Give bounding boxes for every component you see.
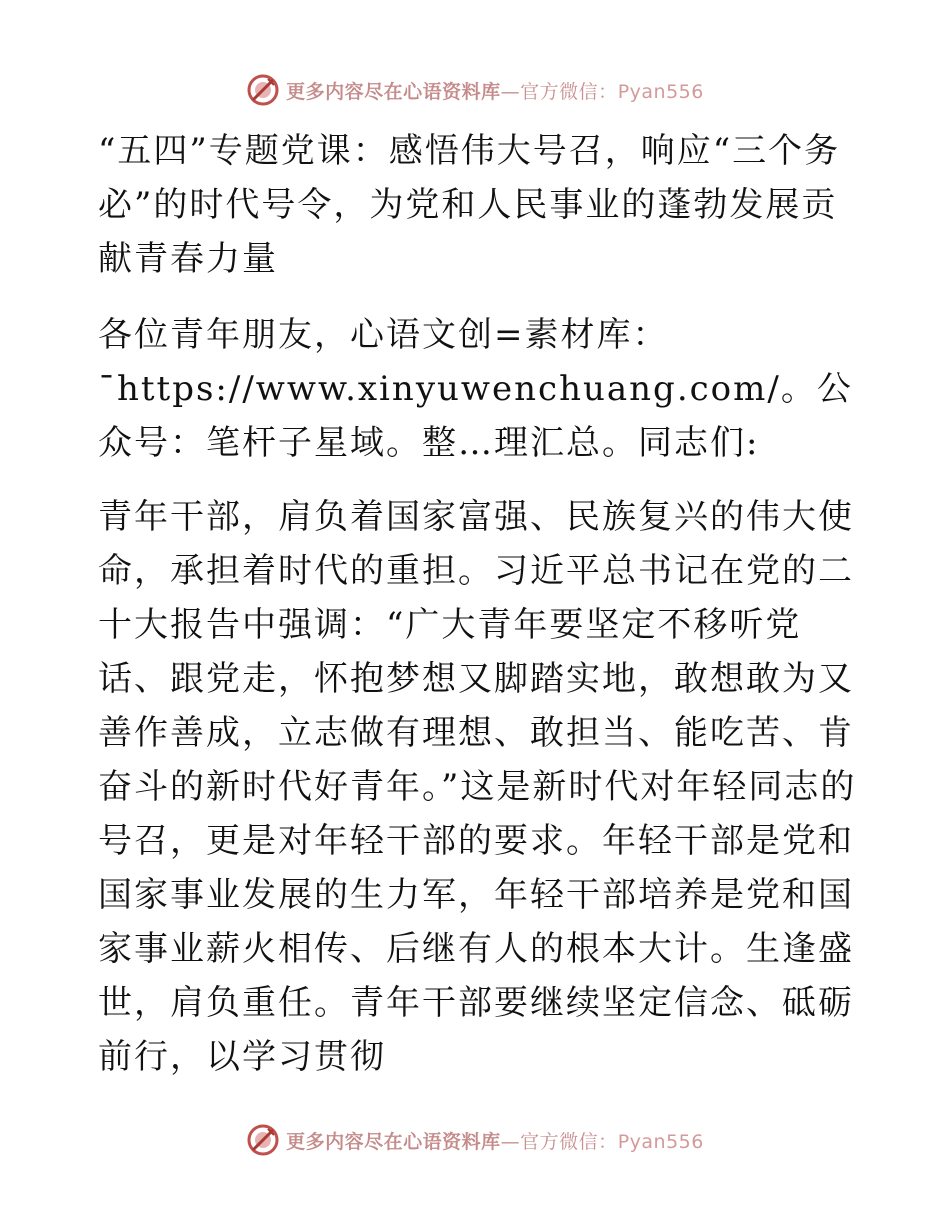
watermark-text [286,77,704,104]
paragraph-intro: 各位青年朋友，心语文创=素材库：¯https://www.xinyuwenchuang.com/。公众号：笔杆子星域。整…理汇总。同志们: [98,315,853,463]
header-watermark [0,70,950,110]
document-title: “五四”专题党课：感悟伟大号召，响应“三个务必”的时代号令，为党和人民事业的蓬勃发展贡献青春力量 [98,131,841,279]
watermark-dash: — [500,1130,521,1153]
watermark-wechat-label: 官方微信： [520,80,618,103]
watermark-wechat-handle: Pyan556 [617,1130,704,1153]
watermark-wechat-handle: Pyan556 [617,80,704,103]
watermark-text [286,1127,704,1154]
watermark-main-text: 更多内容尽在心语资料库 [286,1130,501,1153]
seal-logo-icon [246,1123,280,1157]
paragraph-main: 青年干部，肩负着国家富强、民族复兴的伟大使命，承担着时代的重担。习近平总书记在党的二十大报告中强调：“广大青年要坚定不移听党话、跟党走，怀抱梦想又脚踏实地，敢想敢为又善作善成，立志做有理想、敢担当、能吃苦、肯奋斗的新时代好青年。”这是新时代对年轻同志的号召，更是对年轻干部的要求。年轻干部是党和国家事业发展的生力军，年轻干部培养是党和国家事业薪火相传、后继有人的根本大计。生逢盛世，肩负重任。青年干部要继续坚定信念、砥砺前行，以学习贯彻 [98,497,857,1077]
watermark-main-text: 更多内容尽在心语资料库 [286,80,501,103]
watermark-wechat-label: 官方微信： [520,1130,618,1153]
document-body [98,124,858,1084]
seal-logo-icon [246,73,280,107]
footer-watermark [0,1120,950,1160]
watermark-dash: — [500,80,521,103]
